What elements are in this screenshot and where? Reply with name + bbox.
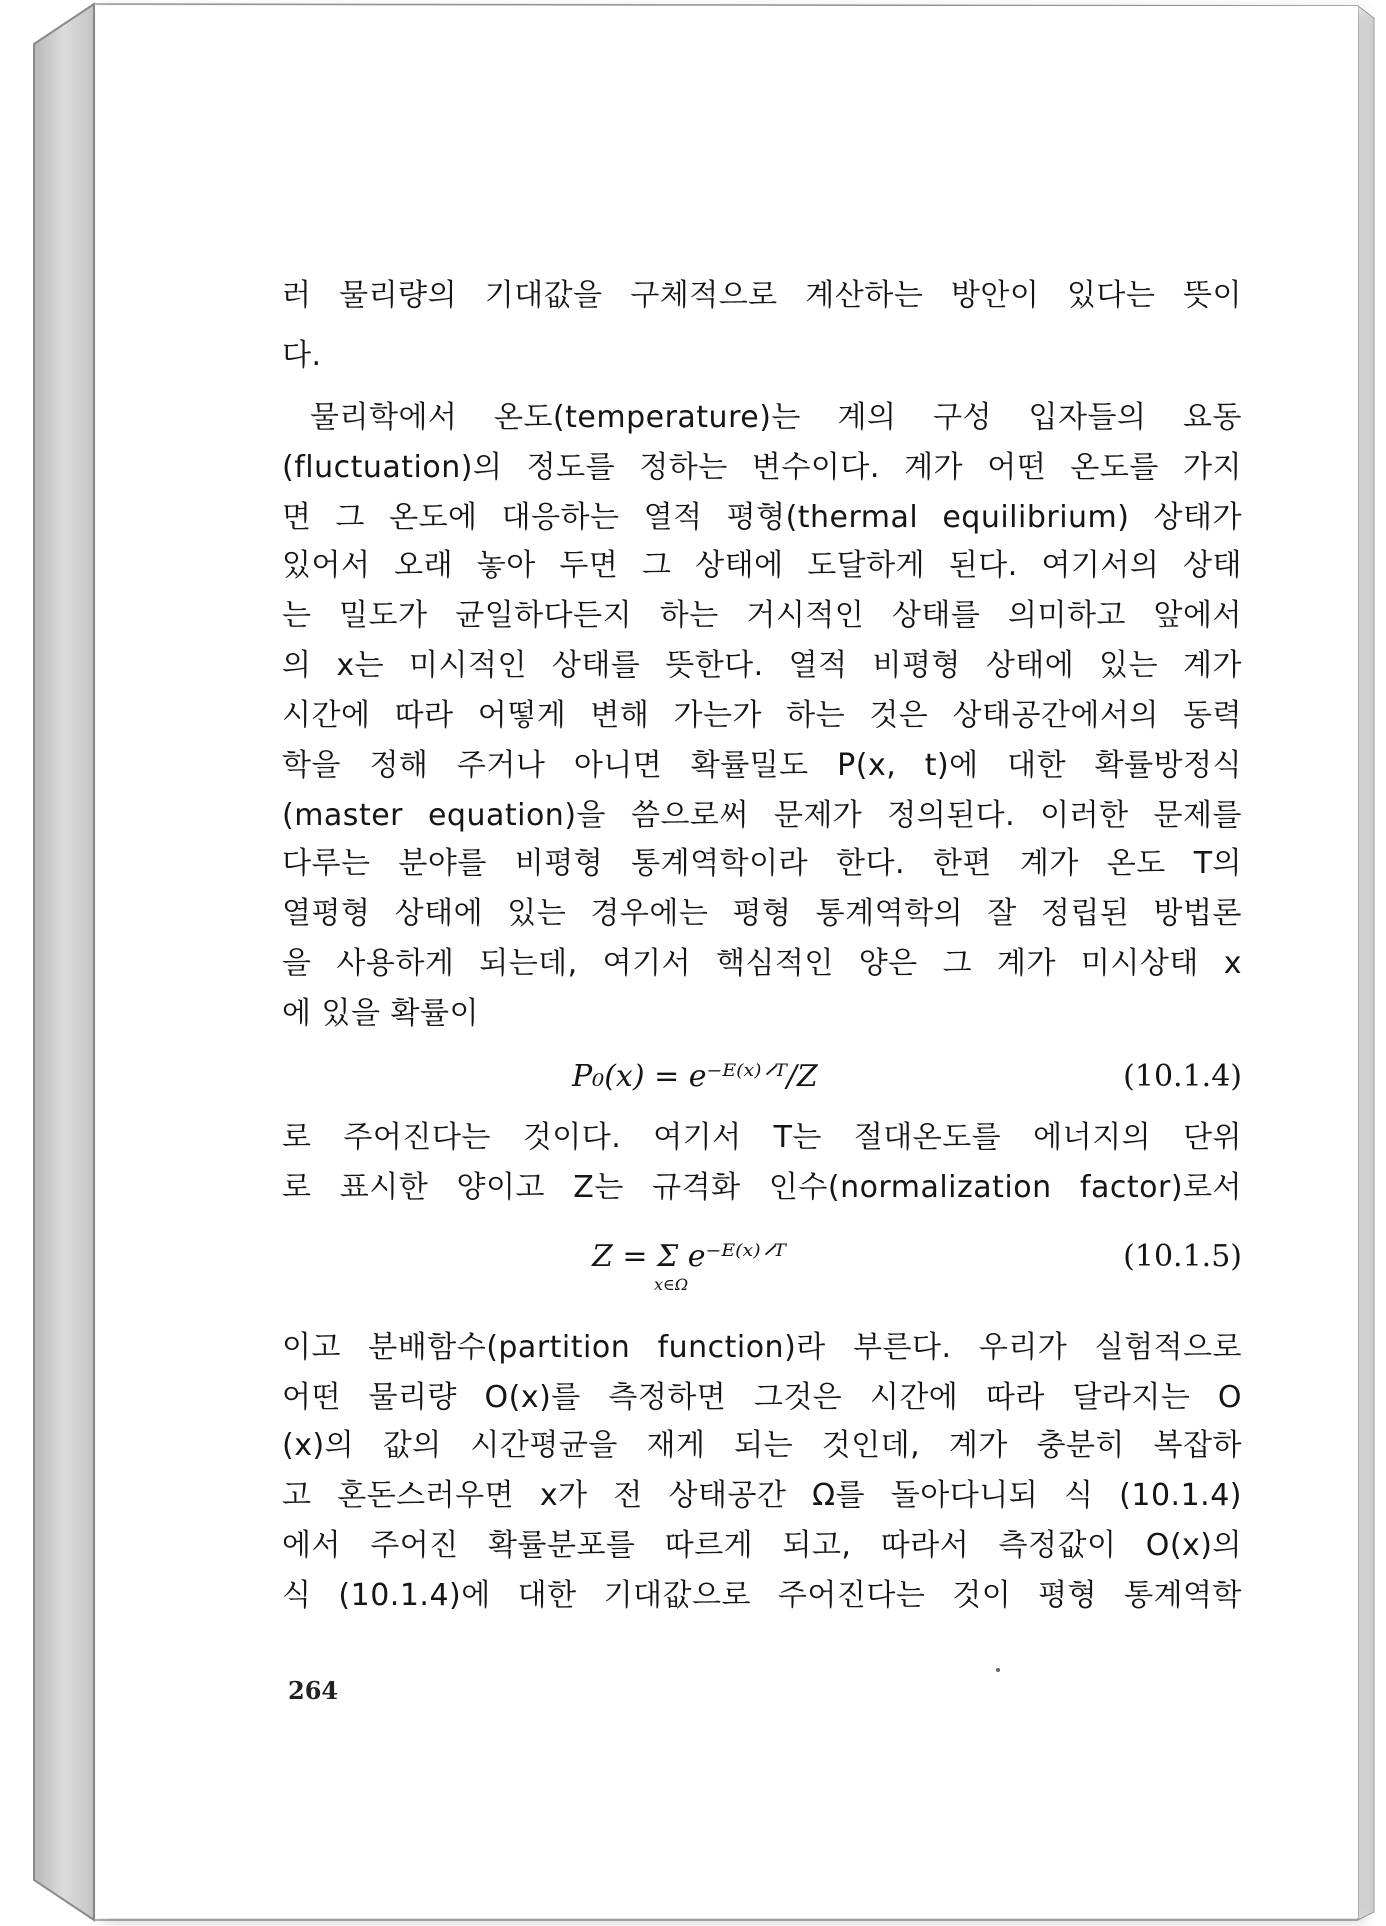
- equation-10-1-4: [282, 1052, 1242, 1102]
- text-line-3: 물리학에서 온도(temperature)는 계의 구성 입자들의 요동: [310, 400, 1242, 435]
- equation-expression: P₀(x) = e⁻ᴱ⁽ˣ⁾ᐟᵀ/Z: [572, 1059, 818, 1094]
- text-line-11: (master equation)을 씀으로써 문제가 정의된다. 이러한 문제를: [282, 798, 1242, 833]
- text-line-10: 학을 정해 주거나 아니면 확률밀도 P(x, t)에 대한 확률방정식: [282, 748, 1242, 783]
- text-line-19: 어떤 물리량 O(x)를 측정하면 그것은 시간에 따라 달라지는 O: [282, 1380, 1242, 1415]
- text-line-9: 시간에 따라 어떻게 변해 가는가 하는 것은 상태공간에서의 동력: [282, 698, 1242, 733]
- equation-number: (10.1.4): [1123, 1059, 1242, 1094]
- text-line-17: 로 표시한 양이고 Z는 규격화 인수(normalization factor)로서: [282, 1170, 1242, 1205]
- text-line-22: 에서 주어진 확률분포를 따르게 되고, 따라서 측정값이 O(x)의: [282, 1528, 1242, 1563]
- text-line-8: 의 x는 미시적인 상태를 뜻한다. 열적 비평형 상태에 있는 계가: [282, 648, 1242, 683]
- text-line-5: 면 그 온도에 대응하는 열적 평형(thermal equilibrium) 상태가: [282, 500, 1242, 535]
- page-number: 264: [288, 1676, 339, 1705]
- text-line-1: 러 물리량의 기대값을 구체적으로 계산하는 방안이 있다는 뜻이: [282, 278, 1242, 313]
- text-line-2: 다.: [282, 338, 322, 373]
- equation-number: (10.1.5): [1123, 1239, 1242, 1274]
- text-line-7: 는 밀도가 균일하다든지 하는 거시적인 상태를 의미하고 앞에서: [282, 598, 1242, 633]
- text-line-16: 로 주어진다는 것이다. 여기서 T는 절대온도를 에너지의 단위: [282, 1120, 1242, 1155]
- text-line-6: 있어서 오래 놓아 두면 그 상태에 도달하게 된다. 여기서의 상태: [282, 548, 1242, 583]
- equation-10-1-5: [282, 1232, 1242, 1294]
- scan-speck: [996, 1668, 1000, 1672]
- text-line-20: (x)의 값의 시간평균을 재게 되는 것인데, 계가 충분히 복잡하: [282, 1428, 1242, 1463]
- text-line-4: (fluctuation)의 정도를 정하는 변수이다. 계가 어떤 온도를 가지: [282, 450, 1242, 485]
- text-line-12: 다루는 분야를 비평형 통계역학이라 한다. 한편 계가 온도 T의: [282, 846, 1242, 881]
- summation-subscript: x∈Ω: [654, 1275, 689, 1294]
- equation-expression: Z = Σ e⁻ᴱ⁽ˣ⁾ᐟᵀ: [592, 1239, 786, 1274]
- text-line-21: 고 혼돈스러우면 x가 전 상태공간 Ω를 돌아다니되 식 (10.1.4): [282, 1478, 1242, 1513]
- text-line-13: 열평형 상태에 있는 경우에는 평형 통계역학의 잘 정립된 방법론: [282, 896, 1242, 931]
- text-line-18: 이고 분배함수(partition function)라 부른다. 우리가 실험적으로: [282, 1330, 1242, 1365]
- text-line-15: 에 있을 확률이: [282, 996, 479, 1031]
- text-line-23: 식 (10.1.4)에 대한 기대값으로 주어진다는 것이 평형 통계역학: [282, 1578, 1242, 1613]
- text-line-14: 을 사용하게 되는데, 여기서 핵심적인 양은 그 계가 미시상태 x: [282, 946, 1242, 981]
